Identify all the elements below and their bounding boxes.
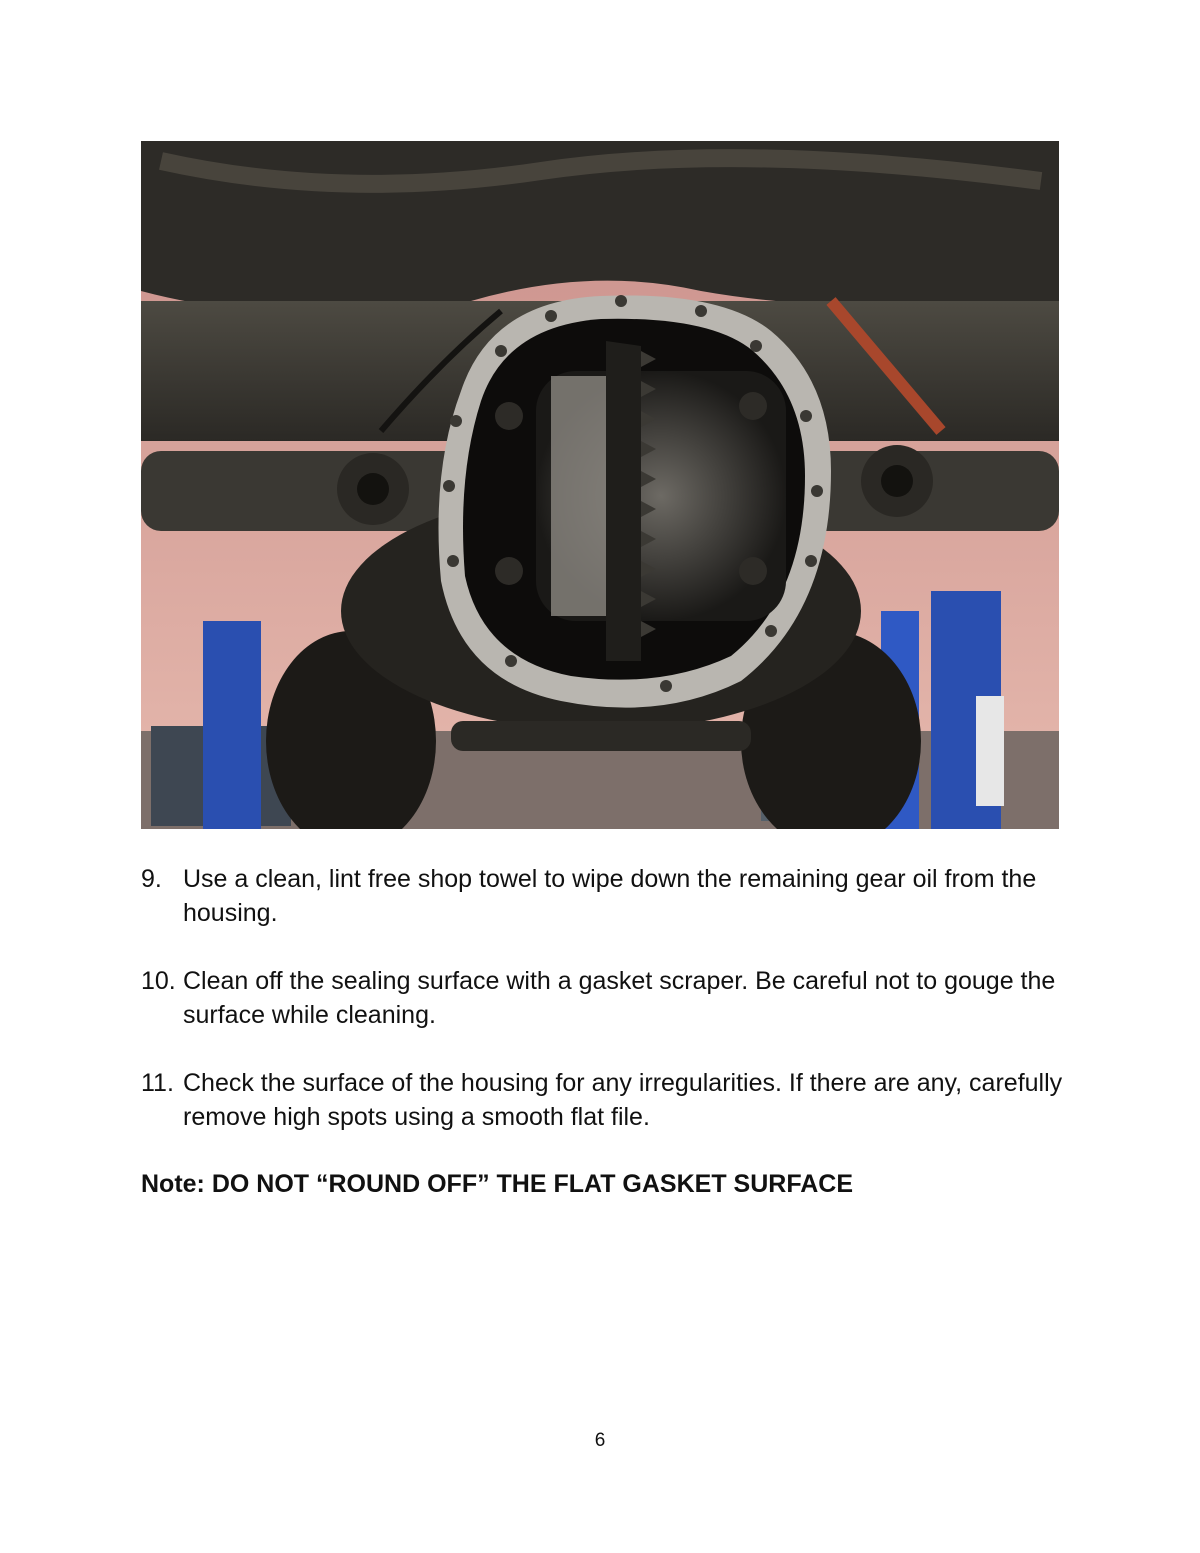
step-text: Check the surface of the housing for any irregularities. If there are any, carefully remove high spots using a smooth flat file. [183, 1069, 1063, 1131]
warning-note: Note: DO NOT “ROUND OFF” THE FLAT GASKET SURFACE [141, 1170, 854, 1198]
step-item [141, 1066, 1071, 1134]
step-item [141, 862, 1071, 930]
step-number: 9. [141, 865, 162, 893]
step-number: 10. [141, 967, 176, 995]
step-text: Use a clean, lint free shop towel to wipe down the remaining gear oil from the housing. [183, 865, 1037, 927]
step-item [141, 964, 1071, 1032]
differential-photo [141, 141, 1059, 829]
instruction-steps [141, 862, 1071, 1168]
step-number: 11. [141, 1069, 174, 1097]
step-text: Clean off the sealing surface with a gasket scraper. Be careful not to gouge the surface while cleaning. [183, 967, 1056, 1029]
differential-photo-icon [141, 141, 1059, 829]
page-number: 6 [594, 1430, 606, 1451]
